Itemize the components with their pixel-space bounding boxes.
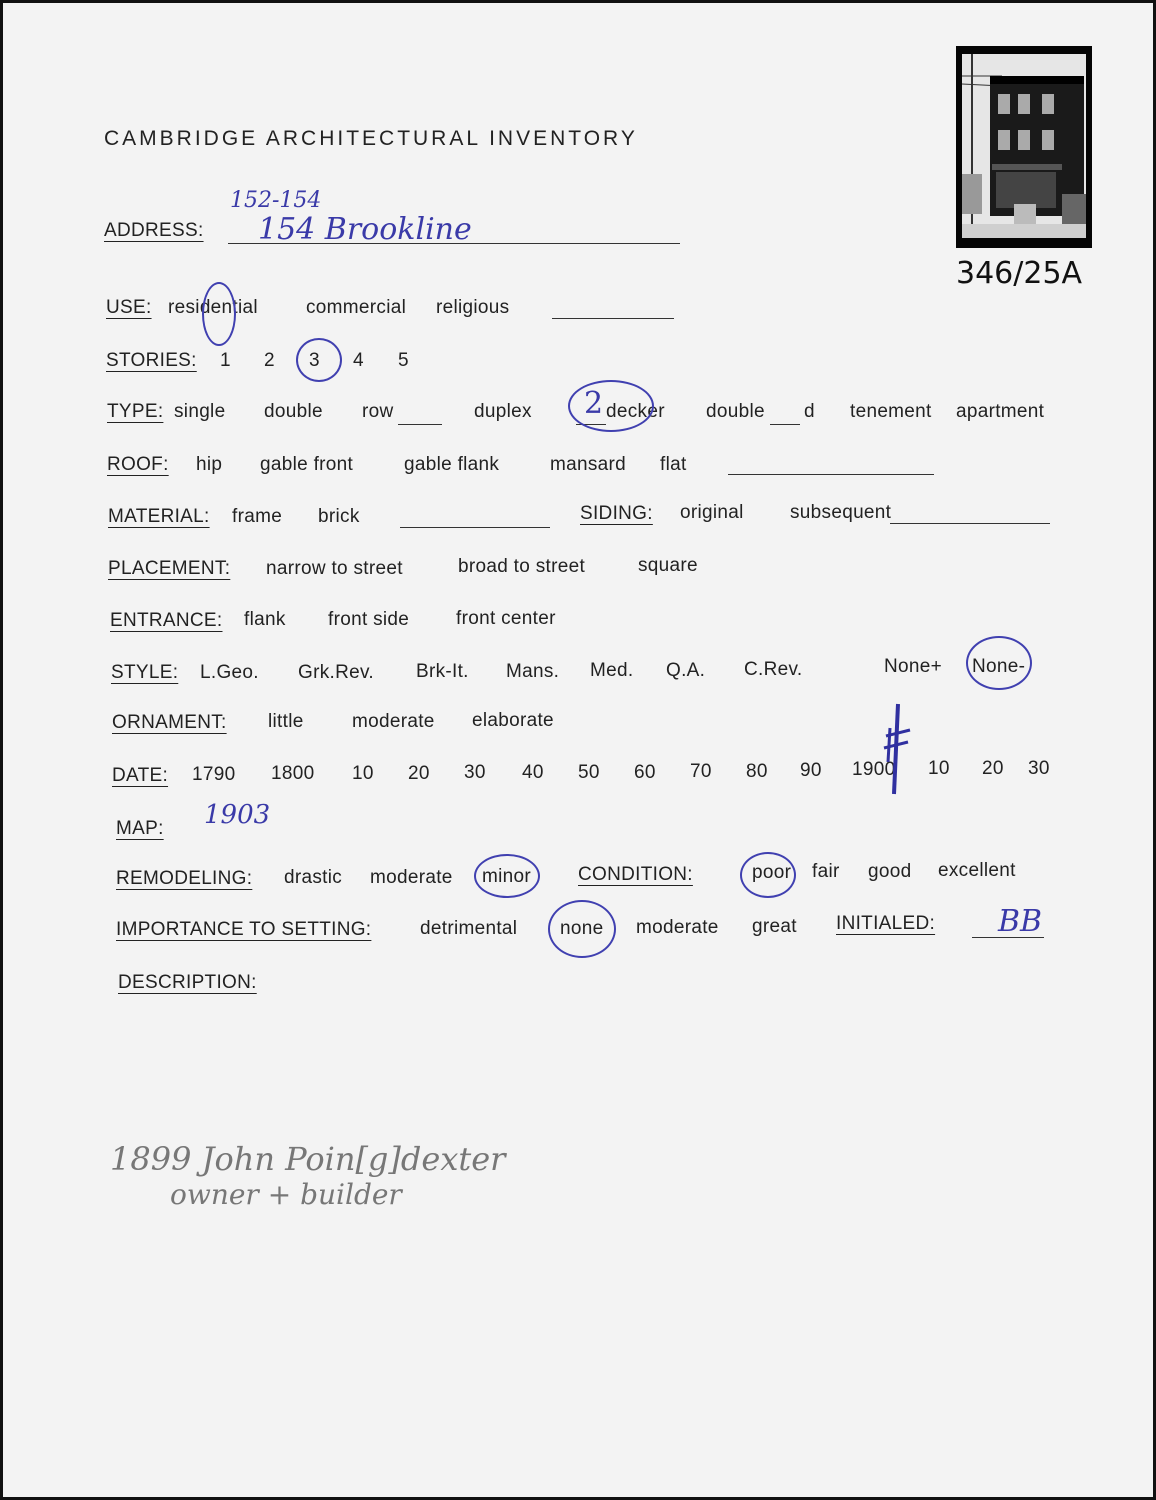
- date-1930: 30: [1028, 758, 1050, 779]
- stories-label: STORIES:: [106, 350, 197, 371]
- remodeling-label: REMODELING:: [116, 868, 253, 889]
- condition-mark: [740, 852, 796, 898]
- style-brkit: Brk-It.: [416, 661, 469, 682]
- importance-moderate: moderate: [636, 917, 719, 938]
- address-value: 154 Brookline: [258, 212, 472, 247]
- map-label: MAP:: [116, 818, 164, 839]
- description-line-2: owner + builder: [170, 1178, 402, 1211]
- ornament-elaborate: elaborate: [472, 710, 554, 731]
- style-label: STYLE:: [111, 662, 179, 683]
- placement-square: square: [638, 555, 698, 576]
- date-1790: 1790: [192, 764, 236, 785]
- use-label: USE:: [106, 297, 152, 318]
- entrance-front-side: front side: [328, 609, 410, 630]
- roof-mansard: mansard: [550, 454, 627, 475]
- type-d: d: [804, 401, 815, 422]
- date-1870: 70: [690, 761, 712, 782]
- type-duplex: duplex: [474, 401, 532, 422]
- siding-label: SIDING:: [580, 503, 653, 524]
- date-1890: 90: [800, 760, 822, 781]
- date-mark: [874, 700, 914, 796]
- initialed-value: BB: [998, 904, 1043, 939]
- type-double-d: double: [706, 401, 765, 422]
- condition-fair: fair: [812, 861, 840, 882]
- type-tenement: tenement: [850, 401, 932, 422]
- style-none-plus: None+: [884, 656, 943, 677]
- type-label: TYPE:: [107, 401, 164, 422]
- roof-hip: hip: [196, 454, 223, 475]
- entrance-label: ENTRANCE:: [110, 610, 223, 631]
- ornament-label: ORNAMENT:: [112, 712, 227, 733]
- date-1840: 40: [522, 762, 544, 783]
- address-line: [228, 243, 680, 244]
- condition-poor: poor: [752, 862, 792, 883]
- entrance-flank: flank: [244, 609, 286, 630]
- initialed-line: [972, 937, 1044, 938]
- type-single: single: [174, 401, 226, 422]
- type-decker-mark: 2: [584, 386, 604, 421]
- material-brick: brick: [318, 506, 360, 527]
- stories-1: 1: [220, 350, 231, 371]
- date-1880: 80: [746, 761, 768, 782]
- date-1800: 1800: [271, 763, 315, 784]
- placement-label: PLACEMENT:: [108, 558, 231, 579]
- importance-label: IMPORTANCE TO SETTING:: [116, 919, 372, 940]
- date-1810: 10: [352, 763, 374, 784]
- importance-mark: [548, 900, 616, 958]
- roof-flat: flat: [660, 454, 687, 475]
- description-line-1: 1899 John Poin[g]dexter: [110, 1140, 506, 1178]
- date-1900: 1900: [852, 759, 896, 780]
- use-mark: [202, 282, 236, 346]
- initialed-label: INITIALED:: [836, 913, 936, 934]
- style-none-minus: None-: [972, 656, 1026, 677]
- roof-gable-front: gable front: [260, 454, 354, 475]
- siding-subsequent: subsequent: [790, 502, 892, 523]
- style-mans: Mans.: [506, 661, 560, 682]
- type-row: row: [362, 401, 394, 422]
- stories-4: 4: [353, 350, 364, 371]
- use-residential: residential: [168, 297, 258, 318]
- type-row-line: [398, 424, 442, 425]
- map-value: 1903: [204, 800, 271, 830]
- style-grkrev: Grk.Rev.: [298, 662, 374, 683]
- placement-narrow: narrow to street: [266, 558, 403, 579]
- importance-detrimental: detrimental: [420, 918, 518, 939]
- style-mark: [966, 636, 1032, 690]
- date-1920: 20: [982, 758, 1004, 779]
- type-double-d-line: [770, 424, 800, 425]
- date-1850: 50: [578, 762, 600, 783]
- style-qa: Q.A.: [666, 660, 706, 681]
- stories-mark: [296, 338, 342, 382]
- address-label: ADDRESS:: [104, 220, 204, 241]
- description-label: DESCRIPTION:: [118, 972, 257, 993]
- roof-label: ROOF:: [107, 454, 169, 475]
- style-lgeo: L.Geo.: [200, 662, 259, 683]
- use-other-line: [552, 318, 674, 319]
- type-double: double: [264, 401, 323, 422]
- remodeling-moderate: moderate: [370, 867, 453, 888]
- use-religious: religious: [436, 297, 510, 318]
- condition-label: CONDITION:: [578, 864, 693, 885]
- address-range: 152-154: [230, 188, 322, 213]
- entrance-front-center: front center: [456, 608, 556, 629]
- remodeling-drastic: drastic: [284, 867, 343, 888]
- placement-broad: broad to street: [458, 556, 586, 577]
- date-1860: 60: [634, 762, 656, 783]
- importance-none: none: [560, 918, 604, 939]
- condition-excellent: excellent: [938, 860, 1016, 881]
- photo-number: 346/25A: [956, 256, 1083, 291]
- ornament-moderate: moderate: [352, 711, 435, 732]
- remodeling-mark: [474, 854, 540, 898]
- stories-3: 3: [309, 350, 320, 371]
- roof-other-line: [728, 474, 934, 475]
- building-photo: [956, 46, 1092, 248]
- date-1820: 20: [408, 763, 430, 784]
- date-1910: 10: [928, 758, 950, 779]
- material-other-line: [400, 527, 550, 528]
- importance-great: great: [752, 916, 797, 937]
- building-image: [962, 54, 1086, 238]
- date-label: DATE:: [112, 765, 169, 786]
- date-1830: 30: [464, 762, 486, 783]
- condition-good: good: [868, 861, 912, 882]
- type-apartment: apartment: [956, 401, 1045, 422]
- style-crev: C.Rev.: [744, 659, 803, 680]
- roof-gable-flank: gable flank: [404, 454, 500, 475]
- stories-2: 2: [264, 350, 275, 371]
- remodeling-minor: minor: [482, 866, 532, 887]
- type-decker: decker: [606, 401, 665, 422]
- material-label: MATERIAL:: [108, 506, 210, 527]
- use-commercial: commercial: [306, 297, 407, 318]
- stories-5: 5: [398, 350, 409, 371]
- siding-original: original: [680, 502, 744, 523]
- siding-other-line: [890, 523, 1050, 524]
- material-frame: frame: [232, 506, 283, 527]
- ornament-little: little: [268, 711, 304, 732]
- type-mark: [568, 380, 654, 432]
- form-title: CAMBRIDGE ARCHITECTURAL INVENTORY: [104, 127, 638, 150]
- style-med: Med.: [590, 660, 634, 681]
